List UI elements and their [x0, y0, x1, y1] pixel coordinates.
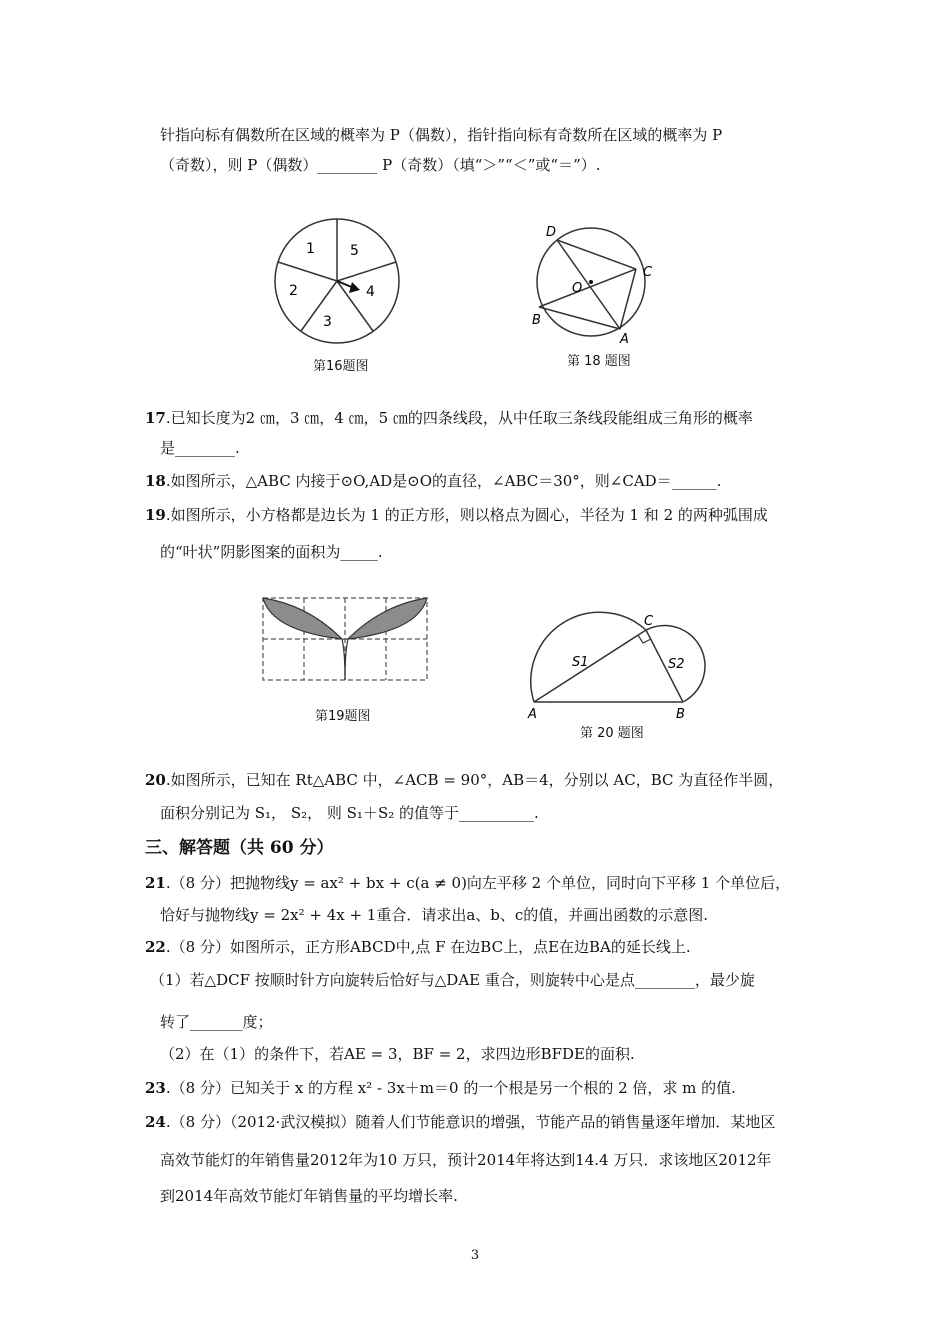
- q20-line-1: [145, 770, 783, 790]
- q16-line-2: （奇数），则 P（偶数）________ P（奇数）（填“＞”“＜”或“＝”）.: [160, 156, 601, 174]
- q22-line-2: （1）若△DCF 按顺时针方向旋转后恰好与△DAE 重合，则旋转中心是点________，最少旋: [150, 971, 755, 989]
- q17-number: 17: [145, 409, 166, 427]
- q19-number: 19: [145, 506, 166, 524]
- q24-line-1: [145, 1112, 775, 1132]
- point-label: C: [643, 265, 653, 280]
- sector-label: 1: [306, 241, 315, 257]
- q21-text: .（8 分）把抛物线y = ax² + bx + c(a ≠ 0)向左平移 2 个单位，同时向下平移 1 个单位后，: [165, 874, 791, 892]
- sector-label: 2: [289, 283, 298, 299]
- q18-text: .如图所示，△ABC 内接于⊙O,AD是⊙O的直径，∠ABC＝30°，则∠CAD＝______.: [165, 472, 722, 490]
- figure-20-semicircles: [522, 612, 722, 722]
- q18-line-1: [145, 471, 721, 491]
- point-label: O: [572, 281, 583, 296]
- area-label: S1: [572, 655, 589, 670]
- figure-16-spinner: [272, 218, 412, 348]
- q17-line-2: 是________.: [160, 439, 240, 457]
- q24-text: .（8 分）（2012·武汉模拟）随着人们节能意识的增强，节能产品的销售量逐年增加．某地区: [165, 1113, 776, 1131]
- point-label: A: [528, 707, 537, 722]
- point-label: B: [532, 313, 541, 328]
- q20-text: .如图所示，已知在 Rt△ABC 中，∠ACB = 90°，AB＝4，分别以 AC，BC 为直径作半圆，: [165, 771, 784, 789]
- sector-label: 3: [323, 314, 332, 330]
- point-label: C: [644, 614, 654, 629]
- section-3-heading: 三、解答题（共 60 分）: [145, 838, 334, 858]
- q24-line-2: 高效节能灯的年销售量2012年为10 万只，预计2014年将达到14.4 万只．求该地区2012年: [160, 1151, 772, 1169]
- q19-text: .如图所示，小方格都是边长为 1 的正方形，则以格点为圆心，半径为 1 和 2 的两种弧围成: [165, 506, 768, 524]
- q21-line-2: 恰好与抛物线y = 2x² + 4x + 1重合．请求出a、b、c的值，并画出函数的示意图.: [160, 906, 709, 924]
- q21-number: 21: [145, 874, 166, 892]
- q24-number: 24: [145, 1113, 166, 1131]
- q23-text: .（8 分）已知关于 x 的方程 x² - 3x＋m＝0 的一个根是另一个根的 2 倍，求 m 的值.: [165, 1079, 736, 1097]
- q24-line-3: 到2014年高效节能灯年销售量的平均增长率.: [160, 1187, 458, 1205]
- q20-line-2: 面积分别记为 S₁， S₂， 则 S₁＋S₂ 的值等于__________.: [160, 804, 539, 822]
- figure-18-caption: 第 18 题图: [567, 354, 631, 369]
- q17-line-1: [145, 408, 753, 428]
- figure-19-caption: 第19题图: [315, 709, 371, 724]
- q17-text: .已知长度为2 ㎝，3 ㎝，4 ㎝，5 ㎝的四条线段，从中任取三条线段能组成三角形的概率: [165, 409, 753, 427]
- figure-20-caption: 第 20 题图: [580, 726, 644, 741]
- sector-label: 4: [366, 284, 375, 300]
- q20-number: 20: [145, 771, 166, 789]
- q18-number: 18: [145, 472, 166, 490]
- figure-18-circle: [530, 222, 680, 352]
- q23-number: 23: [145, 1079, 166, 1097]
- q19-line-2: 的“叶状”阴影图案的面积为_____.: [160, 543, 383, 561]
- point-label: D: [546, 225, 557, 240]
- page-number: 3: [470, 1248, 480, 1263]
- point-label: A: [620, 332, 629, 347]
- q22-text: .（8 分）如图所示，正方形ABCD中,点 F 在边BC上，点E在边BA的延长线上.: [165, 938, 691, 956]
- q21-line-1: [145, 873, 790, 893]
- area-label: S2: [668, 657, 685, 672]
- q22-line-1: [145, 937, 691, 957]
- q19-line-1: [145, 505, 768, 525]
- q23-line-1: [145, 1078, 736, 1098]
- q16-line-1: 针指向标有偶数所在区域的概率为 P（偶数），指针指向标有奇数所在区域的概率为 P: [160, 126, 723, 144]
- sector-label: 5: [350, 243, 359, 259]
- q22-line-3: 转了_______度；: [160, 1013, 273, 1031]
- figure-16-caption: 第16题图: [313, 359, 369, 374]
- q22-number: 22: [145, 938, 166, 956]
- q22-line-4: （2）在（1）的条件下，若AE = 3，BF = 2，求四边形BFDE的面积.: [160, 1045, 635, 1063]
- figure-19-leaf-grid: [262, 597, 432, 683]
- point-label: B: [676, 707, 685, 722]
